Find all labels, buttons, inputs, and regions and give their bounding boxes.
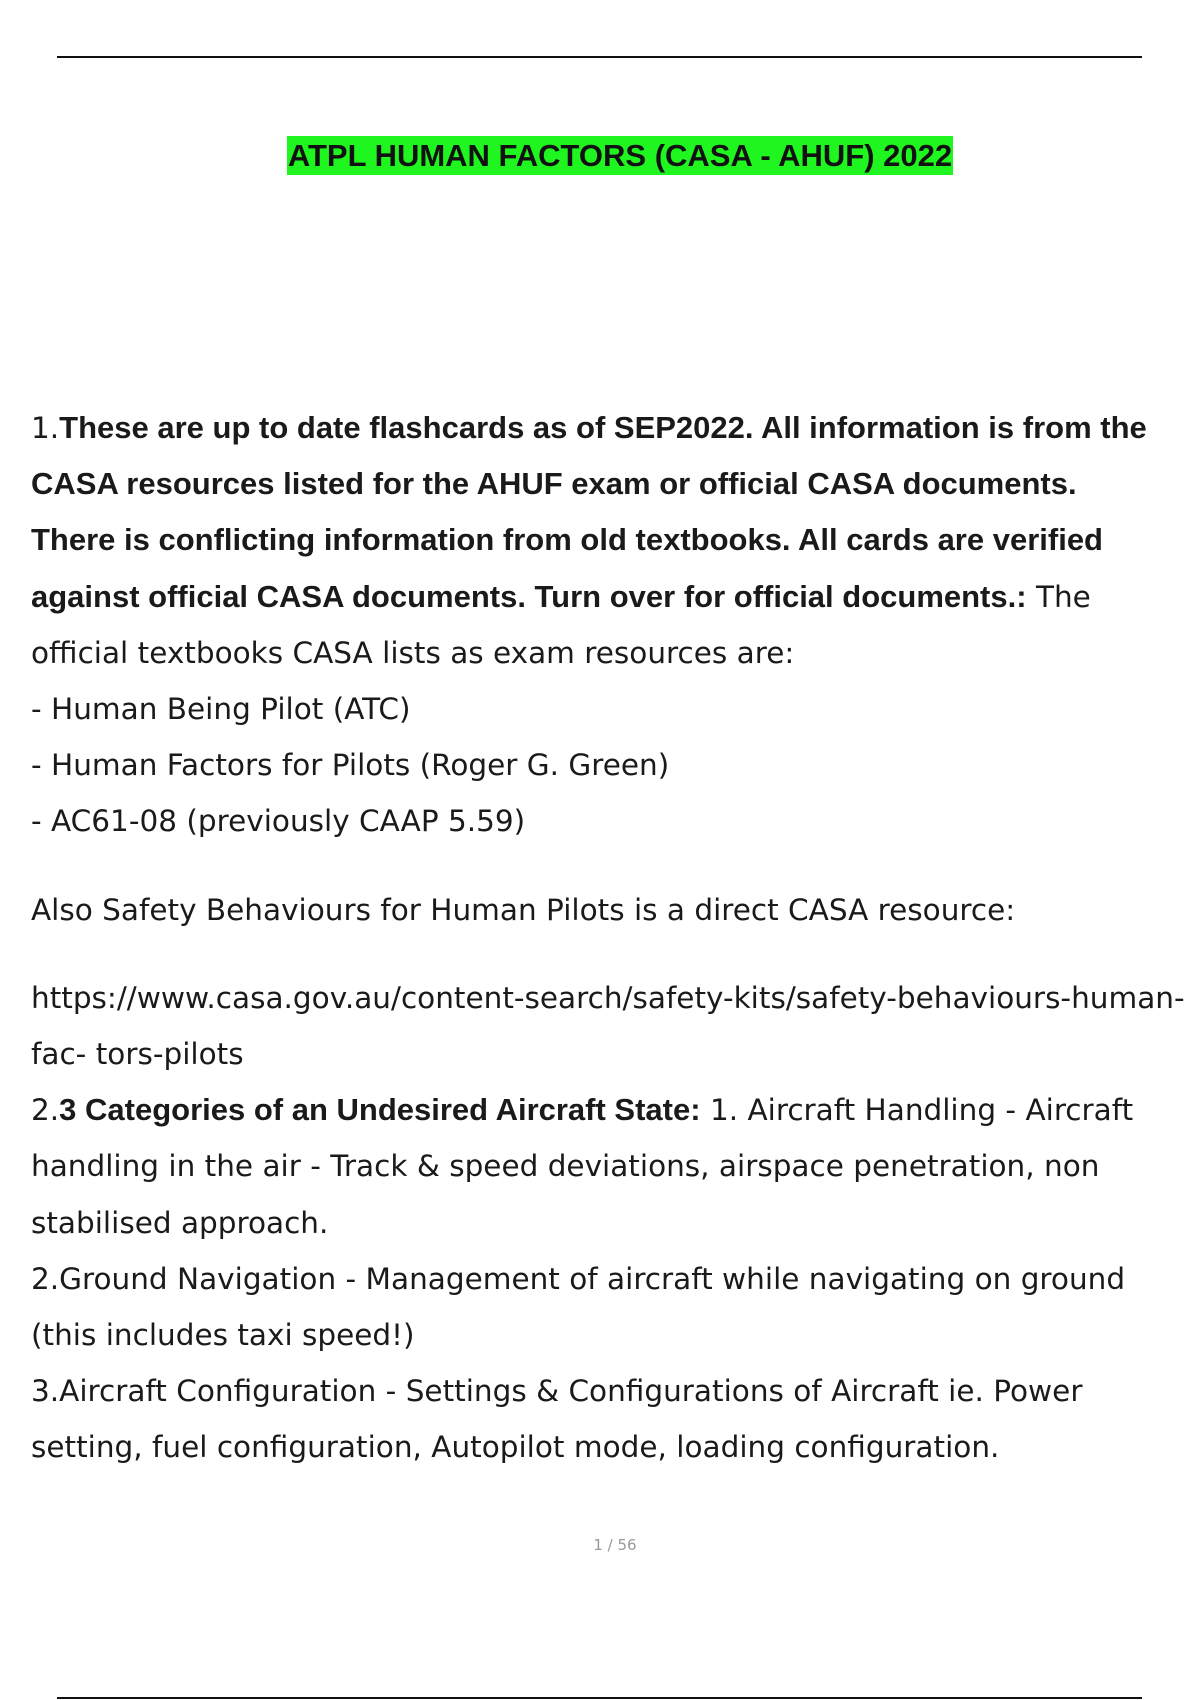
card-question: These are up to date flashcards as of SEP2022. All information is from the CASA resources listed for the AHUF exam or official CASA documents.	[31, 410, 1147, 502]
title-container	[0, 138, 1200, 174]
flashcard-content	[31, 400, 1191, 1476]
card-1	[31, 400, 1191, 512]
card-question: 3 Categories of an Undesired Aircraft State:	[59, 1092, 701, 1128]
card-2	[31, 1082, 1191, 1251]
page-number: 1 / 56	[593, 1536, 637, 1554]
top-rule	[57, 56, 1142, 58]
list-item: - AC61-08 (previously CAAP 5.59)	[31, 804, 526, 839]
also-resource-text: Also Safety Behaviours for Human Pilots is a direct CASA resource:	[31, 892, 1016, 927]
card-answer-line: 2.Ground Navigation - Management of aircraft while navigating on ground (this includes taxi speed!)	[31, 1261, 1126, 1353]
card-1-question-continued	[31, 512, 1191, 681]
card-question-part2: There is conflicting information from old textbooks. All cards are verified against official CASA documents. Turn over for official documents.:	[31, 522, 1103, 614]
card-answer: 1. Aircraft Handling - Aircraft handling in the air - Track & speed deviations, airspace penetration, non stabilised approach.	[31, 1093, 1134, 1240]
list-item: - Human Being Pilot (ATC)	[31, 692, 411, 727]
bottom-rule	[57, 1697, 1142, 1699]
card-number: 1.	[31, 411, 60, 445]
card-answer-line: 3.Aircraft Configuration - Settings & Configurations of Aircraft ie. Power setting, fuel configuration, Autopilot mode, loading configuration.	[31, 1374, 1083, 1465]
card-answer-intro: The official textbooks CASA lists as exam resources are:	[31, 579, 1091, 670]
resource-link: https://www.casa.gov.au/content-search/safety-kits/safety-behaviours-human-fac- tors-pilots	[31, 980, 1185, 1072]
card-number: 2.	[31, 1093, 60, 1128]
list-item: - Human Factors for Pilots (Roger G. Green)	[31, 748, 670, 783]
document-title: ATPL HUMAN FACTORS (CASA - AHUF) 2022	[287, 138, 953, 173]
